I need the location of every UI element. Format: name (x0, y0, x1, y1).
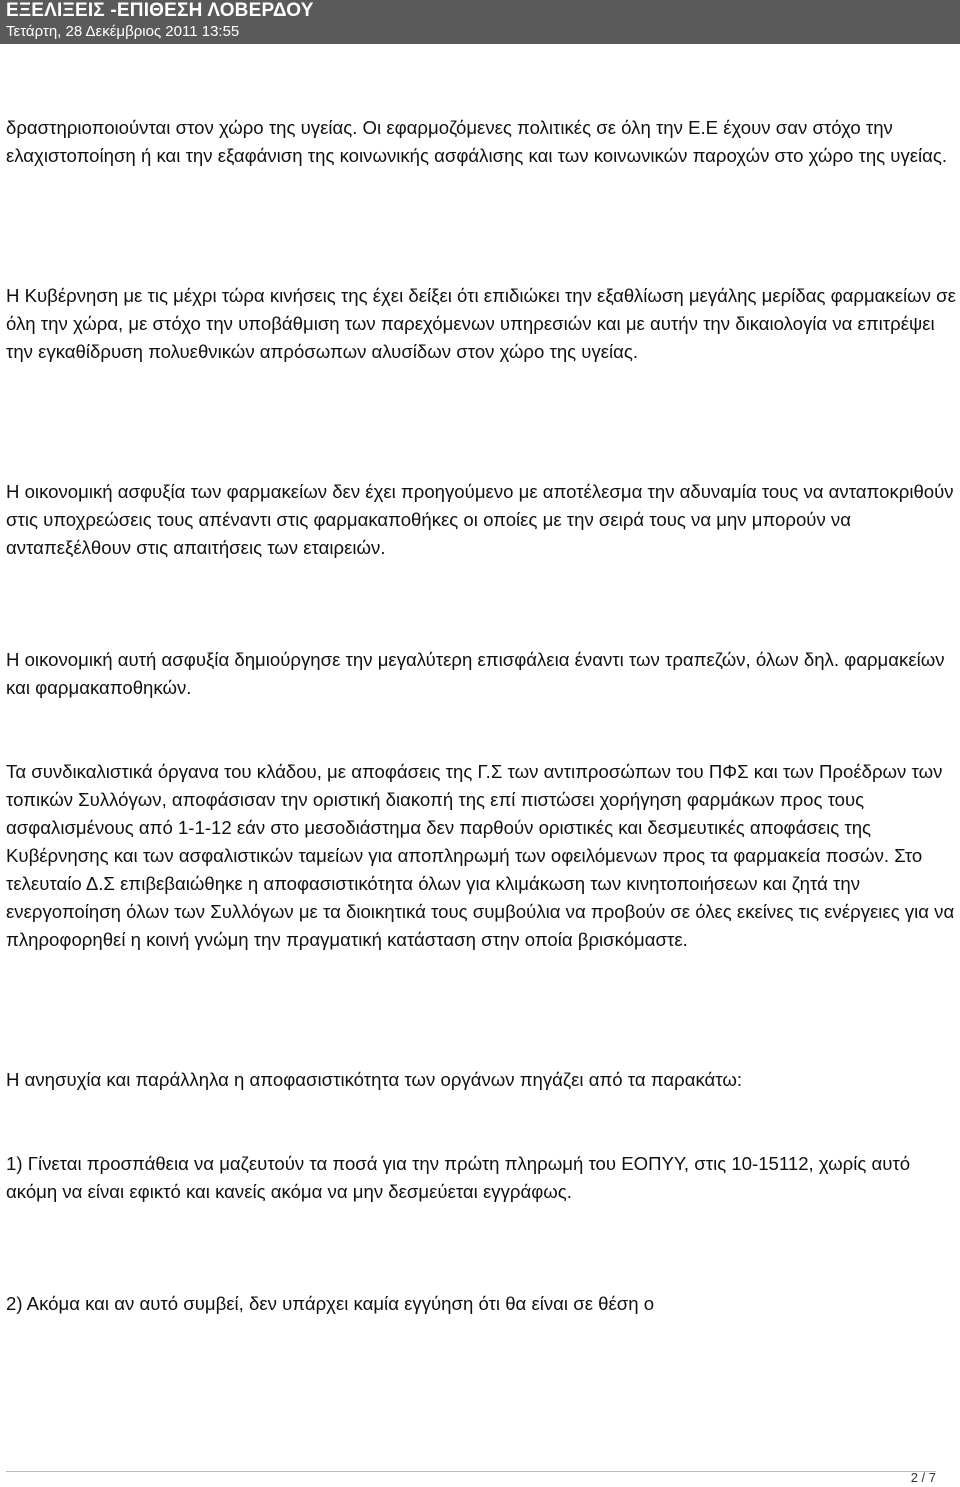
document-date: Τετάρτη, 28 Δεκέμβριος 2011 13:55 (6, 23, 240, 40)
paragraph: Η οικονομική ασφυξία των φαρμακείων δεν έχει προηγούμενο με αποτέλεσμα την αδυναμία τους να ανταποκριθούν στις υποχρεώσεις τους απέναντι στις φαρμακαποθήκες οι οποίες με την σειρά τους να μην μπορούν να ανταπεξέλθουν στις απαιτήσεις των εταιρειών. (6, 481, 954, 558)
footer-divider (6, 1471, 936, 1472)
article-body (6, 114, 956, 1318)
paragraph: Η οικονομική αυτή ασφυξία δημιούργησε την μεγαλύτερη επισφάλεια έναντι των τραπεζών, όλων δηλ. φαρμακείων και φαρμακαποθηκών. (6, 649, 945, 698)
document-title: ΕΞΕΛΙΞΕΙΣ -ΕΠΙΘΕΣΗ ΛΟΒΕΡΔΟΥ (6, 0, 314, 21)
paragraph: 2) Ακόμα και αν αυτό συμβεί, δεν υπάρχει καμία εγγύηση ότι θα είναι σε θέση ο (6, 1293, 655, 1314)
paragraph: Τα συνδικαλιστικά όργανα του κλάδου, με αποφάσεις της Γ.Σ των αντιπροσώπων του ΠΦΣ και των Προέδρων των τοπικών Συλλόγων, αποφάσισαν την οριστική διακοπή της επί πιστώσει χορήγηση φαρμάκων προς τους ασφαλισμένους από 1-1-12 εάν στο μεσοδιάστημα δεν παρθούν οριστικές και δεσμευτικές αποφάσεις της Κυβέρνησης και των ασφαλιστικών ταμείων για αποπληρωμή των οφειλόμενων προς τα φαρμακεία ποσών. Στο τελευταίο Δ.Σ επιβεβαιώθηκε η αποφασιστικότητα όλων για κλιμάκωση των κινητοποιήσεων και ζητά την ενεργοποίηση όλων των Συλλόγων με τα διοικητικά τους συμβούλια να προβούν σε όλες εκείνες τις ενέργειες για να πληροφορηθεί η κοινή γνώμη την πραγματική κατάσταση στην οποία βρισκόμαστε. (6, 761, 955, 950)
paragraph: 1) Γίνεται προσπάθεια να μαζευτούν τα ποσά για την πρώτη πληρωμή του ΕΟΠΥΥ, στις 10-15112, χωρίς αυτό ακόμη να είναι εφικτό και κανείς ακόμα να μην δεσμεύεται εγγράφως. (6, 1153, 911, 1202)
page-number: 2 / 7 (910, 1470, 936, 1485)
paragraph: Η ανησυχία και παράλληλα η αποφασιστικότητα των οργάνων πηγάζει από τα παρακάτω: (6, 1069, 743, 1090)
paragraph: Η Κυβέρνηση με τις μέχρι τώρα κινήσεις της έχει δείξει ότι επιδιώκει την εξαθλίωση μεγάλης μερίδας φαρμακείων σε όλη την χώρα, με στόχο την υποβάθμιση των παρεχόμενων υπηρεσιών και με αυτήν την δικαιολογία να επιτρέψει την εγκαθίδρυση πολυεθνικών απρόσωπων αλυσίδων στον χώρο της υγείας. (6, 285, 956, 362)
document-header (0, 0, 960, 44)
paragraph: δραστηριοποιούνται στον χώρο της υγείας. Οι εφαρμοζόμενες πολιτικές σε όλη την Ε.Ε έχουν σαν στόχο την ελαχιστοποίηση ή και την εξαφάνιση της κοινωνικής ασφάλισης και των κοινωνικών παροχών στο χώρο της υγείας. (6, 117, 948, 166)
